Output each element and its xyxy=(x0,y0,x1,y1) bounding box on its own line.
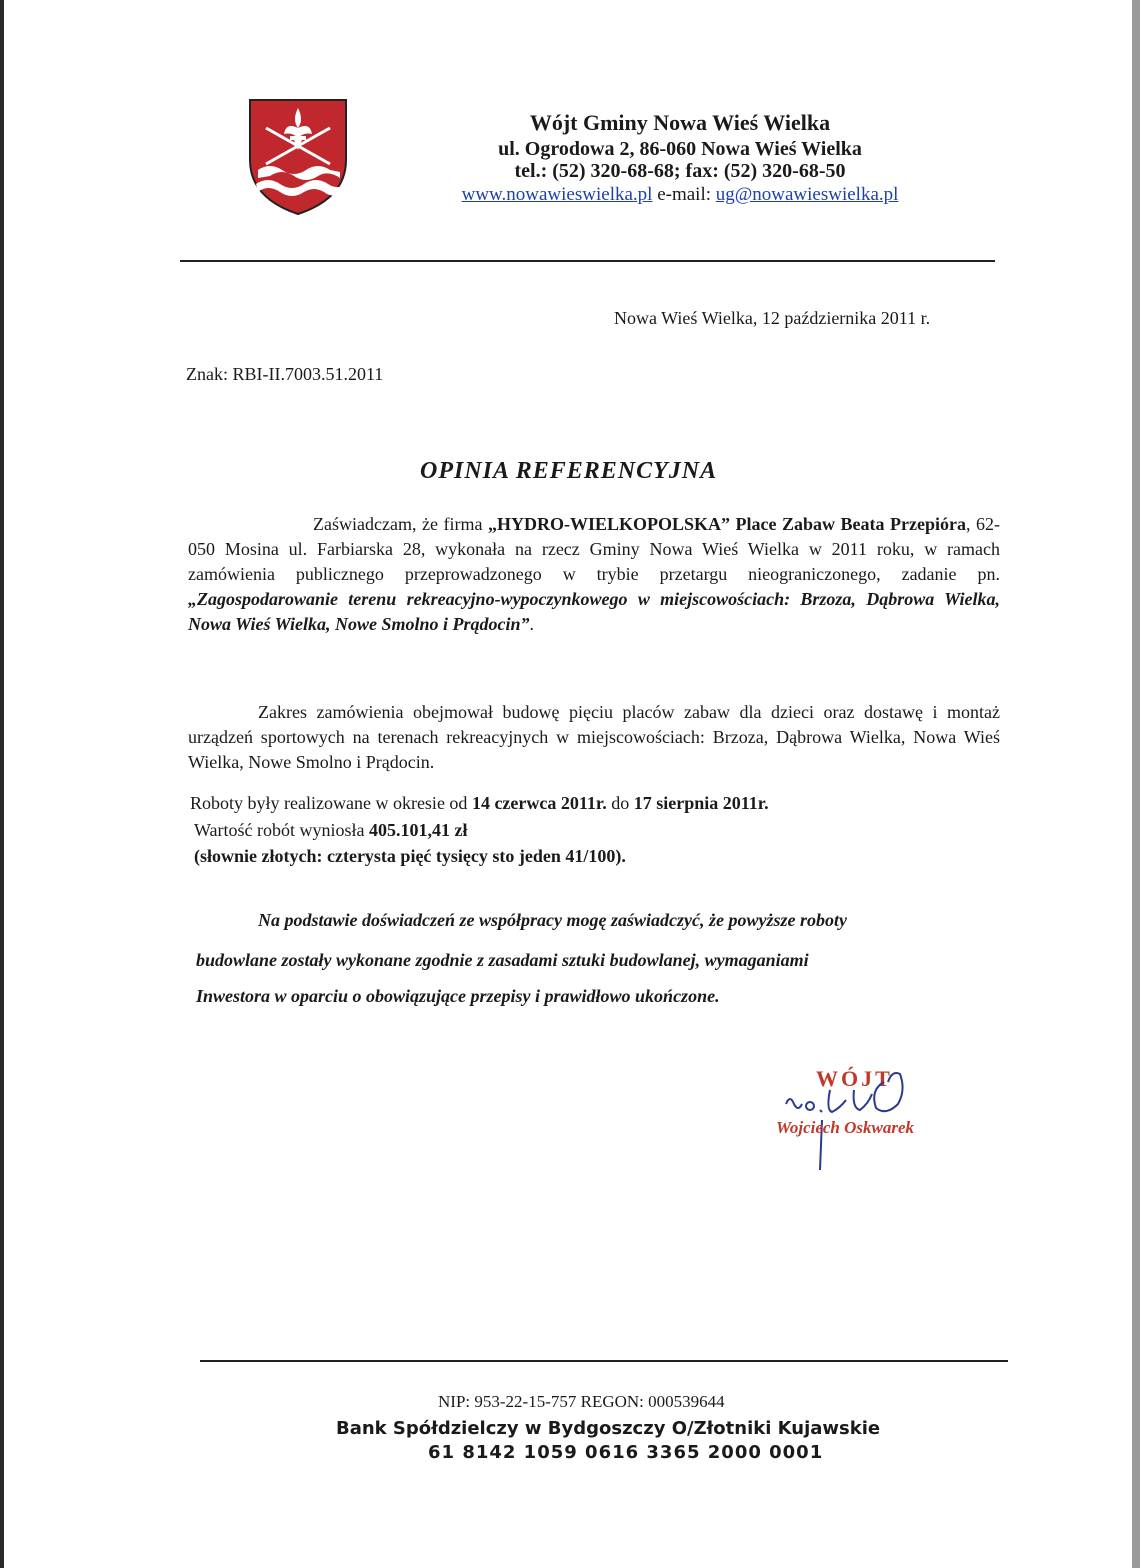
footer-ids: NIP: 953-22-15-757 REGON: 000539644 xyxy=(438,1392,725,1411)
works-value xyxy=(194,820,468,841)
footer-bank: Bank Spółdzielczy w Bydgoszczy O/Złotniki Kujawskie xyxy=(336,1418,881,1439)
end-date: 17 sierpnia 2011r. xyxy=(633,793,769,813)
footer-divider xyxy=(200,1360,1008,1362)
email-label: e-mail: xyxy=(657,184,711,205)
email-link[interactable]: ug@nowawieswielka.pl xyxy=(715,184,899,205)
works-period xyxy=(190,793,769,814)
p1-company: „HYDRO-WIELKOPOLSKA” Place Zabaw Beata Przepióra xyxy=(487,514,966,534)
website-link[interactable]: www.nowawieswielka.pl xyxy=(461,184,653,205)
p1-intro: Zaświadczam, że firma xyxy=(313,514,488,534)
document-title: OPINIA REFERENCYJNA xyxy=(420,458,718,484)
value-amount: 405.101,41 zł xyxy=(369,820,468,840)
start-date: 14 czerwca 2011r. xyxy=(471,793,607,813)
conclusion-line-2: budowlane zostały wykonane zgodnie z zasadami sztuki budowlanej, wymaganiami xyxy=(196,950,809,970)
reference-number: Znak: RBI-II.7003.51.2011 xyxy=(186,364,384,384)
period-to: do xyxy=(606,793,634,813)
p1-end: . xyxy=(529,614,535,634)
office-contacts xyxy=(430,184,930,206)
value-in-words: (słownie złotych: czterysta pięć tysięcy sto jeden 41/100). xyxy=(194,846,626,866)
office-phone: tel.: (52) 320-68-68; fax: (52) 320-68-50 xyxy=(514,160,846,182)
office-title: Wójt Gminy Nowa Wieś Wielka xyxy=(529,110,831,135)
office-address: ul. Ogrodowa 2, 86-060 Nowa Wieś Wielka xyxy=(498,138,862,160)
stamp-name: Wojciech Oskwarek xyxy=(776,1118,915,1137)
scan-edge-left xyxy=(0,0,4,1568)
coat-of-arms-icon xyxy=(248,98,348,216)
value-label: Wartość robót wyniosła xyxy=(194,820,370,840)
footer-account: 61 8142 1059 0616 3365 2000 0001 xyxy=(428,1442,824,1463)
paragraph-1 xyxy=(188,512,1000,637)
stamp-title: WÓJT xyxy=(816,1066,893,1091)
place-date: Nowa Wieś Wielka, 12 października 2011 r. xyxy=(614,308,931,328)
header-divider xyxy=(180,260,995,262)
conclusion-line-1: Na podstawie doświadczeń ze współpracy mogę zaświadczyć, że powyższe roboty xyxy=(258,910,847,930)
scan-edge-right xyxy=(1132,0,1140,1568)
conclusion-line-3: Inwestora w oparciu o obowiązujące przepisy i prawidłowo ukończone. xyxy=(196,986,720,1006)
paragraph-2: Zakres zamówienia obejmował budowę pięciu placów zabaw dla dzieci oraz dostawę i montaż urządzeń sportowych na terenach rekreacyjnych w miejscowościach: Brzoza, Dąbrowa Wielka, Nowa Wieś Wielka, Nowe Smolno i Prądocin. xyxy=(188,702,1000,772)
p1-details: , 62-050 Mosina ul. Farbiarska 28, wykonała na rzecz Gminy Nowa Wieś Wielka w 2011 roku, w ramach zamówienia publicznego przeprowadzonego w trybie przetargu nieograniczonego, zadanie pn. xyxy=(188,514,1000,584)
period-label: Roboty były realizowane w okresie od xyxy=(190,793,472,813)
p1-task-name: „Zagospodarowanie terenu rekreacyjno-wypoczynkowego w miejscowościach: Brzoza, Dąbrowa Wielka, Nowa Wieś Wielka, Nowe Smolno i Prądocin” xyxy=(188,589,1000,634)
